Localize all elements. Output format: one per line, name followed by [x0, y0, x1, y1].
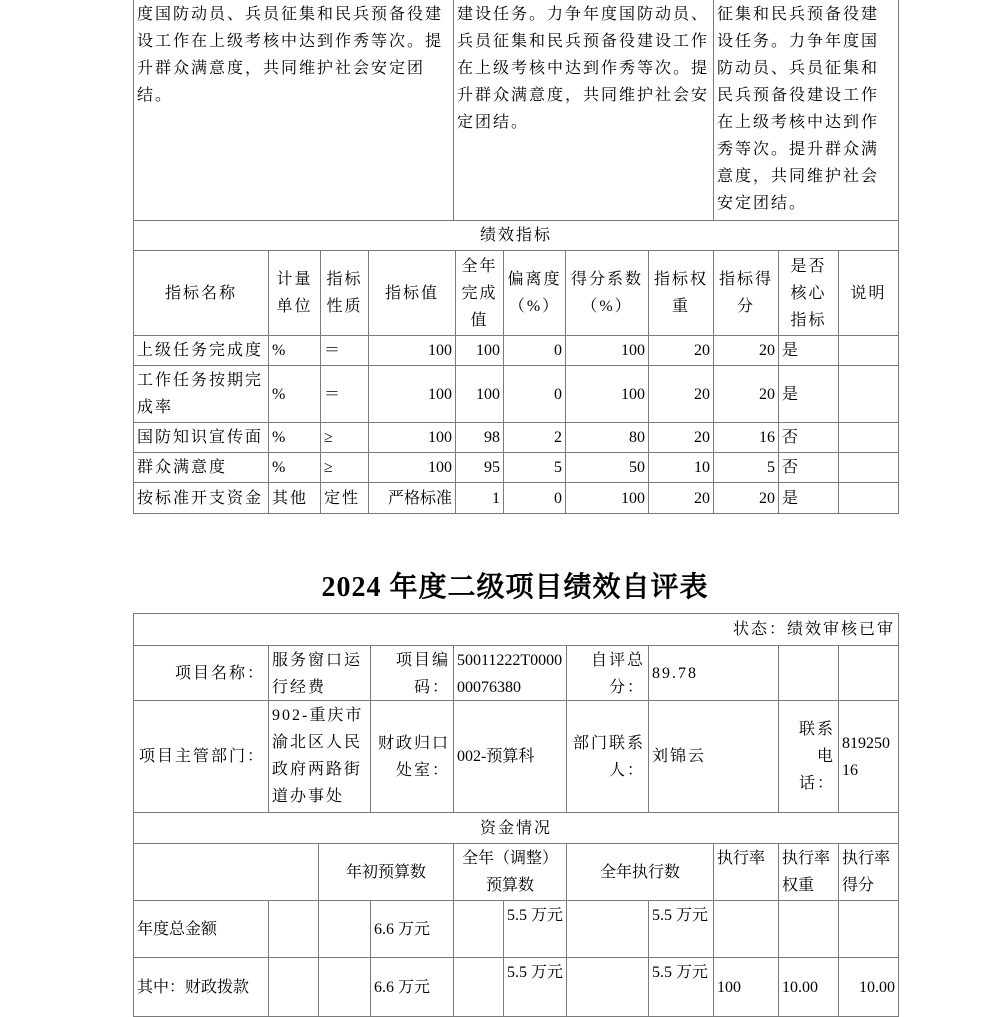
empty-cell [453, 900, 504, 958]
name-label: 项目名称： [133, 645, 269, 701]
phone-label: 联系电话： [778, 700, 839, 813]
perf-cell: 100 [455, 365, 504, 423]
empty-cell [778, 645, 839, 701]
empty-cell [318, 900, 371, 958]
perf-cell: 按标准开支资金 [133, 482, 269, 514]
perf-header: 得分系数（%） [565, 250, 649, 336]
perf-cell: 严格标准 [368, 482, 456, 514]
perf-cell: 20 [648, 482, 714, 514]
empty-cell [268, 900, 319, 958]
perf-cell: 20 [713, 335, 779, 366]
office-label: 财政归口处室： [370, 700, 454, 813]
office: 002-预算科 [453, 700, 567, 813]
perf-cell: 0 [503, 335, 566, 366]
empty-cell [838, 645, 899, 701]
perf-cell: 工作任务按期完成率 [133, 365, 269, 423]
perf-cell: 其他 [268, 482, 321, 514]
perf-cell: 20 [713, 482, 779, 514]
perf-header: 指标值 [368, 250, 456, 336]
score-label: 自评总分： [566, 645, 649, 701]
funds-score [838, 900, 899, 958]
perf-cell: ＝ [320, 335, 369, 366]
funds-adjusted: 5.5 万元 [503, 900, 567, 958]
perf-cell: 国防知识宣传面 [133, 422, 269, 453]
objective-text-3: 征集和民兵预备役建设任务。力争年度国防动员、兵员征集和民兵预备役建设工作在上级考核中达到作秀等次。提升群众满意度，共同维护社会安定团结。 [713, 0, 899, 221]
self-score: 89.78 [648, 645, 779, 701]
empty-cell [566, 957, 649, 1017]
funds-initial: 6.6 万元 [370, 900, 454, 958]
perf-cell: 否 [778, 452, 839, 483]
perf-header: 是否核心指标 [778, 250, 839, 336]
perf-header: 指标名称 [133, 250, 269, 336]
perf-cell: 100 [368, 422, 456, 453]
funds-header: 全年（调整）预算数 [453, 843, 567, 901]
perf-header: 指标权重 [648, 250, 714, 336]
perf-cell [838, 335, 899, 366]
perf-cell: 0 [503, 482, 566, 514]
perf-cell: 0 [503, 365, 566, 423]
perf-cell: 100 [565, 482, 649, 514]
perf-cell: 95 [455, 452, 504, 483]
contact-person: 刘锦云 [648, 700, 779, 813]
perf-cell: 100 [565, 335, 649, 366]
perf-cell: 20 [648, 422, 714, 453]
perf-header: 指标得分 [713, 250, 779, 336]
perf-cell: ＝ [320, 365, 369, 423]
page-title: 2024 年度二级项目绩效自评表 [321, 572, 709, 603]
funds-header: 执行率得分 [838, 843, 899, 901]
perf-header: 全年完成值 [455, 250, 504, 336]
perf-cell: 80 [565, 422, 649, 453]
perf-header: 偏离度（%） [503, 250, 566, 336]
funds-score: 10.00 [838, 957, 899, 1017]
status-text: 状态：绩效审核已审 [133, 613, 899, 646]
perf-cell: 100 [368, 452, 456, 483]
perf-cell: 100 [455, 335, 504, 366]
funds-rate [713, 900, 779, 958]
perf-cell: 98 [455, 422, 504, 453]
perf-cell: 5 [503, 452, 566, 483]
funds-header: 执行率 [713, 843, 779, 901]
funds-section-header: 资金情况 [133, 812, 899, 844]
phone: 81925016 [838, 700, 899, 813]
perf-cell: ≥ [320, 452, 369, 483]
perf-cell: 50 [565, 452, 649, 483]
perf-cell: 上级任务完成度 [133, 335, 269, 366]
perf-cell: 16 [713, 422, 779, 453]
funds-header: 全年执行数 [566, 843, 714, 901]
contact-label: 部门联系人： [566, 700, 649, 813]
perf-cell: 20 [648, 335, 714, 366]
funds-header-blank [133, 843, 319, 901]
perf-cell [838, 422, 899, 453]
perf-cell [838, 452, 899, 483]
funds-label: 其中：财政拨款 [133, 957, 269, 1017]
perf-cell: 5 [713, 452, 779, 483]
perf-cell: 100 [368, 365, 456, 423]
perf-header: 指标性质 [320, 250, 369, 336]
funds-rate: 100 [713, 957, 779, 1017]
funds-adjusted: 5.5 万元 [503, 957, 567, 1017]
perf-cell: 群众满意度 [133, 452, 269, 483]
funds-weight: 10.00 [778, 957, 839, 1017]
objective-text-2: 建设任务。力争年度国防动员、兵员征集和民兵预备役建设工作在上级考核中达到作秀等次。提升群众满意度，共同维护社会安定团结。 [453, 0, 714, 221]
perf-cell: 否 [778, 422, 839, 453]
funds-initial: 6.6 万元 [370, 957, 454, 1017]
funds-executed: 5.5 万元 [648, 900, 714, 958]
perf-section-header: 绩效指标 [133, 220, 899, 251]
perf-cell: 1 [455, 482, 504, 514]
perf-cell: 20 [713, 365, 779, 423]
perf-cell: 10 [648, 452, 714, 483]
perf-cell: % [268, 335, 321, 366]
perf-cell [838, 365, 899, 423]
perf-cell: 是 [778, 335, 839, 366]
empty-cell [318, 957, 371, 1017]
project-name: 服务窗口运行经费 [268, 645, 371, 701]
objective-text-1: 度国防动员、兵员征集和民兵预备役建设工作在上级考核中达到作秀等次。提升群众满意度，共同维护社会安定团结。 [133, 0, 454, 221]
code-label: 项目编码： [370, 645, 454, 701]
funds-header: 执行率权重 [778, 843, 839, 901]
perf-cell: 100 [368, 335, 456, 366]
funds-executed: 5.5 万元 [648, 957, 714, 1017]
perf-cell: 定性 [320, 482, 369, 514]
funds-header: 年初预算数 [318, 843, 454, 901]
empty-cell [566, 900, 649, 958]
dept: 902-重庆市渝北区人民政府两路街道办事处 [268, 700, 371, 813]
perf-cell [838, 482, 899, 514]
perf-cell: % [268, 365, 321, 423]
project-code: 50011222T000000076380 [453, 645, 567, 701]
perf-cell: 是 [778, 482, 839, 514]
dept-label: 项目主管部门： [133, 700, 269, 813]
perf-cell: ≥ [320, 422, 369, 453]
perf-cell: 是 [778, 365, 839, 423]
perf-cell: 20 [648, 365, 714, 423]
empty-cell [453, 957, 504, 1017]
perf-header: 计量单位 [268, 250, 321, 336]
funds-weight [778, 900, 839, 958]
empty-cell [268, 957, 319, 1017]
perf-cell: 2 [503, 422, 566, 453]
perf-cell: % [268, 452, 321, 483]
perf-cell: % [268, 422, 321, 453]
perf-cell: 100 [565, 365, 649, 423]
perf-header: 说明 [838, 250, 899, 336]
funds-label: 年度总金额 [133, 900, 269, 958]
